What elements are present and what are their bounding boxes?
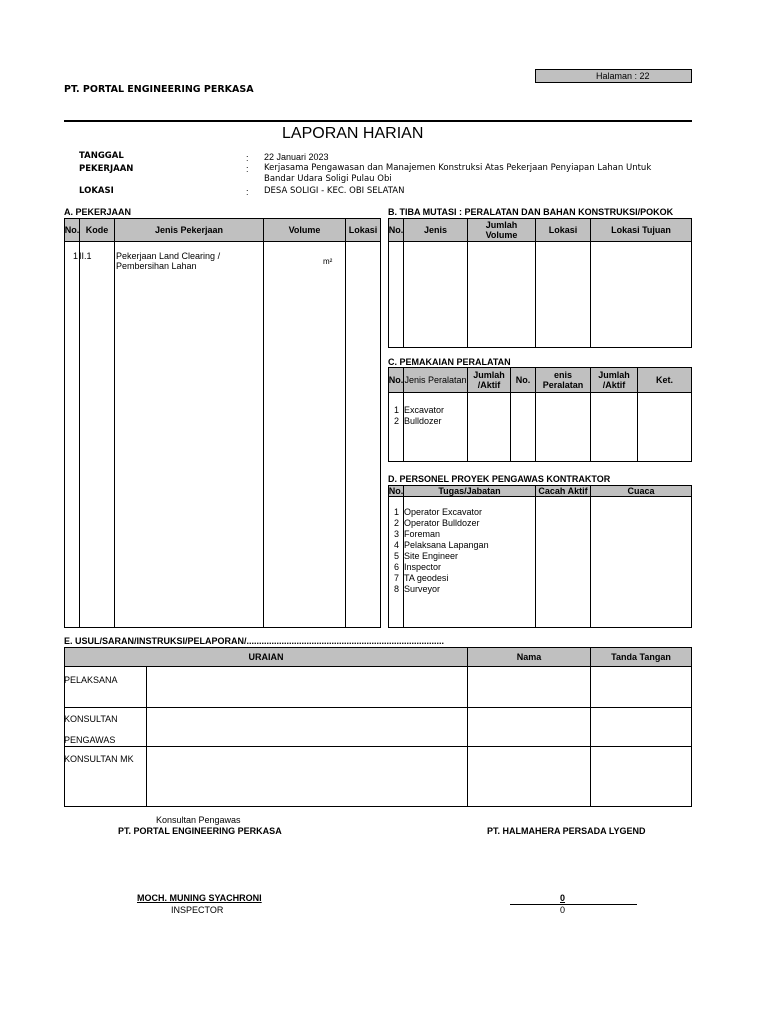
lokasi-colon: : [246, 187, 249, 197]
section-d-row-name: Operator Excavator [404, 507, 483, 517]
section-e-row-divider [64, 746, 692, 747]
section-e-header-nama: Nama [467, 647, 591, 667]
section-e-table [64, 647, 692, 807]
section-a-col-divider [263, 242, 264, 628]
section-e-col-divider [146, 667, 147, 807]
section-d-row-no: 7 [394, 573, 400, 583]
signature-right-title: 0 [560, 905, 566, 915]
signature-left-title: INSPECTOR [171, 905, 224, 915]
page-number: Halaman : 22 [596, 71, 650, 81]
section-a-title: A. PEKERJAAN [64, 207, 132, 217]
section-c-header-no2: No. [510, 367, 536, 393]
section-a-row-unit: m² [323, 257, 333, 266]
section-a-row-jenis: Pekerjaan Land Clearing / [116, 251, 221, 261]
section-c-row-no: 1 [394, 405, 400, 415]
signature-right-line [510, 904, 637, 905]
section-c-header-jenis2: enis Peralatan [535, 367, 591, 393]
section-c-col-divider [510, 393, 511, 462]
section-e-row-label: PELAKSANA [64, 675, 118, 685]
section-a-header-volume: Volume [263, 218, 346, 242]
section-e-title: E. USUL/SARAN/INSTRUKSI/PELAPORAN/............................................................................... [64, 636, 445, 646]
section-d-header-no: No. [388, 486, 404, 496]
section-e-row-label: PENGAWAS [64, 735, 116, 745]
lokasi-label: LOKASI [79, 186, 114, 196]
section-b-col-divider [535, 242, 536, 348]
section-d-row-name: Inspector [404, 562, 442, 572]
title-rule [64, 120, 692, 122]
section-b-header-tujuan: Lokasi Tujuan [590, 218, 692, 242]
signature-right-company: PT. HALMAHERA PERSADA LYGEND [487, 826, 646, 836]
section-a-row-jenis: Pembersihan Lahan [116, 261, 197, 271]
pekerjaan-label: PEKERJAAN [79, 164, 134, 174]
section-b-col-divider [467, 242, 468, 348]
section-d-row-no: 2 [394, 518, 400, 528]
section-e-row-label: KONSULTAN [64, 714, 118, 724]
signature-left-role: Konsultan Pengawas [156, 815, 241, 825]
company-name: PT. PORTAL ENGINEERING PERKASA [64, 84, 254, 95]
section-b-title: B. TIBA MUTASI : PERALATAN DAN BAHAN KONSTRUKSI/POKOK [388, 207, 674, 217]
section-e-header-tanda: Tanda Tangan [590, 647, 692, 667]
section-c-col-divider [590, 393, 591, 462]
section-c-col-divider [403, 393, 404, 462]
signature-right-name: 0 [560, 893, 566, 903]
section-d-row-name: Foreman [404, 529, 441, 539]
page-number-box [535, 69, 692, 83]
section-b-header-jenis: Jenis [403, 218, 468, 242]
section-c-col-divider [467, 393, 468, 462]
section-a-row-no: 1 [73, 251, 79, 261]
section-d-row-name: Pelaksana Lapangan [404, 540, 489, 550]
section-c-col-divider [637, 393, 638, 462]
section-b-header-jumlah: Jumlah Volume [467, 218, 536, 242]
section-c-header-jumlah: Jumlah /Aktif [467, 367, 511, 393]
section-d-col-divider [535, 497, 536, 628]
section-e-col-divider [467, 667, 468, 807]
section-b-header-no: No. [388, 218, 404, 242]
section-d-row-no: 4 [394, 540, 400, 550]
section-c-header-ket: Ket. [637, 367, 692, 393]
section-e-row-divider [64, 707, 692, 708]
section-e-header-uraian: URAIAN [64, 647, 468, 667]
section-d-title: D. PERSONEL PROYEK PENGAWAS KONTRAKTOR [388, 474, 611, 484]
section-b-col-divider [590, 242, 591, 348]
section-b-col-divider [403, 242, 404, 348]
section-c-row-name: Bulldozer [404, 416, 442, 426]
section-a-row-kode: II.1 [79, 251, 92, 261]
section-d-col-divider [590, 497, 591, 628]
section-d-row-no: 3 [394, 529, 400, 539]
section-c-header-jumlah2: Jumlah /Aktif [590, 367, 638, 393]
section-a-col-divider [114, 242, 115, 628]
tanggal-label: TANGGAL [79, 151, 124, 161]
section-c-row-name: Excavator [404, 405, 445, 415]
section-d-row-no: 8 [394, 584, 400, 594]
section-d-header-tugas: Tugas/Jabatan [403, 485, 536, 497]
pekerjaan-line1: Kerjasama Pengawasan dan Manajemen Konstruksi Atas Pekerjaan Penyiapan Lahan Untuk [264, 163, 652, 173]
section-c-title: C. PEMAKAIAN PERALATAN [388, 357, 511, 367]
section-e-row-label: KONSULTAN MK [64, 754, 134, 764]
section-d-header-cacah: Cacah Aktif [535, 485, 591, 497]
section-b-header-lokasi: Lokasi [535, 218, 591, 242]
section-d-row-name: Surveyor [404, 584, 441, 594]
section-d-row-no: 5 [394, 551, 400, 561]
section-d-row-name: Site Engineer [404, 551, 459, 561]
section-a-col-divider [345, 242, 346, 628]
pekerjaan-colon: : [246, 164, 249, 174]
section-a-header-lokasi: Lokasi [345, 218, 381, 242]
section-e-col-divider [590, 667, 591, 807]
section-d-row-no: 1 [394, 507, 400, 517]
section-c-header-jenis: Jenis Peralatan [403, 367, 468, 393]
section-a-col-divider [79, 242, 80, 628]
signature-left-company: PT. PORTAL ENGINEERING PERKASA [118, 826, 282, 836]
tanggal-colon: : [246, 153, 249, 163]
tanggal-value: 22 Januari 2023 [264, 152, 329, 162]
section-a-header-no: No. [64, 218, 80, 242]
lokasi-value: DESA SOLIGI - KEC. OBI SELATAN [264, 186, 405, 196]
section-d-row-no: 6 [394, 562, 400, 572]
section-c-row-no: 2 [394, 416, 400, 426]
section-d-row-name: TA geodesi [404, 573, 449, 583]
section-a-table [64, 218, 381, 628]
section-d-header-cuaca: Cuaca [590, 485, 692, 497]
section-a-header-kode: Kode [79, 218, 115, 242]
section-d-row-name: Operator Bulldozer [404, 518, 480, 528]
pekerjaan-line2: Bandar Udara Soligi Pulau Obi [264, 174, 392, 184]
signature-left-name: MOCH. MUNING SYACHRONI [137, 893, 262, 903]
page-title: LAPORAN HARIAN [282, 125, 424, 142]
section-c-header-no: No. [388, 367, 404, 393]
section-c-col-divider [535, 393, 536, 462]
section-a-header-jenis: Jenis Pekerjaan [114, 218, 264, 242]
